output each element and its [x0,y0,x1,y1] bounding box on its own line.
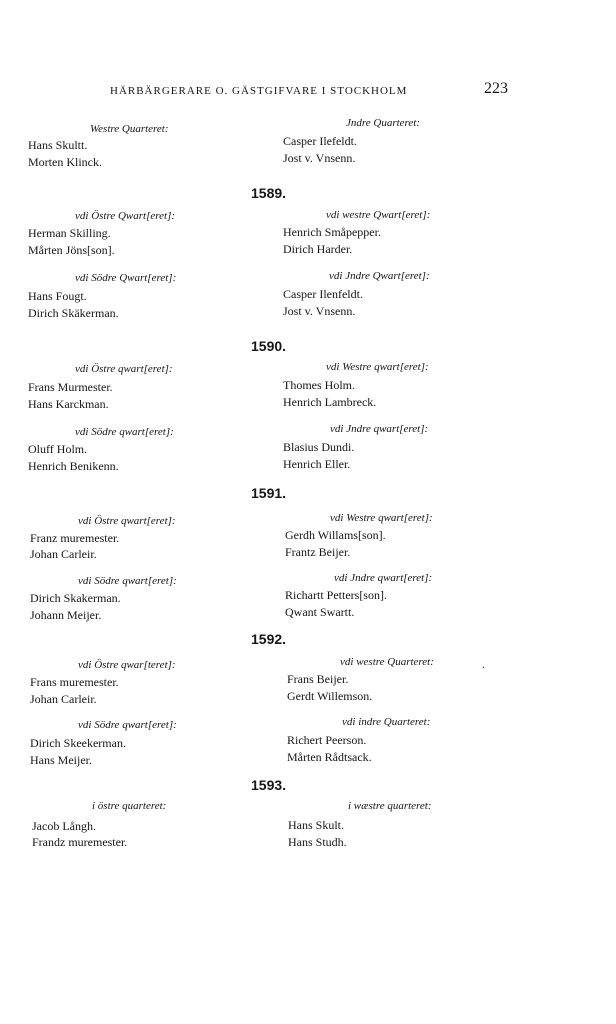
person-name: Henrich Småpepper. [283,225,381,239]
person-name: Gerdh Willams[son]. [285,528,386,542]
person-name: Mårten Rådtsack. [287,750,372,764]
section-heading: vdi Westre qwart[eret]: [330,512,433,524]
person-name: Henrich Eller. [283,457,351,471]
person-name: Casper Ilenfeldt. [283,287,363,301]
year-heading: 1590. [251,338,287,354]
person-name: Dirich Skeekerman. [30,736,126,750]
person-name: Hans Karckman. [28,397,109,411]
section-heading: vdi Östre qwart[eret]: [75,363,173,375]
person-name: Jacob Långh. [32,819,96,833]
person-name: Mårten Jöns[son]. [28,243,115,257]
page-number: 223 [484,80,508,97]
person-name: Frandz muremester. [32,835,128,849]
person-name: Frans muremester. [30,675,119,689]
section-heading: i östre quarteret: [92,800,167,812]
section-heading: vdi Östre Qwart[eret]: [75,210,176,222]
person-name: Hans Meijer. [30,753,92,767]
person-name: Richert Peerson. [287,733,367,747]
person-name: Richartt Petters[son]. [285,588,387,602]
person-name: Henrich Lambreck. [283,395,377,409]
person-name: Frantz Beijer. [285,545,351,559]
person-name: Johann Meijer. [30,608,102,622]
year-heading: 1589. [251,185,287,201]
section-heading: vdi Södre qwart[eret]: [78,719,177,731]
section-heading: vdi Södre Qwart[eret]: [75,272,177,284]
person-name: Henrich Benikenn. [28,459,119,473]
section-heading: vdi Jndre qwart[eret]: [330,423,429,435]
person-name: Casper Ilefeldt. [283,134,357,148]
person-name: Oluff Holm. [28,442,88,456]
person-name: Franz muremester. [30,531,120,545]
person-name: Jost v. Vnsenn. [283,151,356,165]
year-heading: 1593. [251,777,287,793]
running-header: HÄRBÄRGERARE O. GÄSTGIFVARE I STOCKHOLM [110,85,408,97]
person-name: Blasius Dundi. [283,440,355,454]
person-name: Johan Carleir. [30,547,97,561]
section-heading: vdi westre Quarteret: [340,656,434,668]
year-heading: 1591. [251,485,287,501]
section-heading: i wæstre quarteret: [348,800,432,812]
person-name: Hans Skult. [288,818,345,832]
section-heading: vdi indre Quarteret: [342,716,431,728]
person-name: Gerdt Willemson. [287,689,373,703]
section-heading: vdi Westre qwart[eret]: [326,361,429,373]
person-name: Jost v. Vnsenn. [283,304,356,318]
person-name: Hans Fougt. [28,289,87,303]
person-name: Dirich Skäkerman. [28,306,119,320]
section-heading: Jndre Quarteret: [346,117,421,129]
section-heading: vdi Östre qwart[eret]: [78,515,176,527]
person-name: Morten Klinck. [28,155,102,169]
person-name: Hans Skultt. [28,138,88,152]
section-heading: vdi Södre qwart[eret]: [78,575,177,587]
section-heading: vdi Jndre Qwart[eret]: [329,270,430,282]
year-heading: 1592. [251,631,287,647]
section-heading: vdi Jndre qwart[eret]: [334,572,433,584]
stray-dot: . [482,657,485,671]
person-name: Frans Beijer. [287,672,349,686]
section-heading: vdi Östre qwar[teret]: [78,659,176,671]
person-name: Frans Murmester. [28,380,113,394]
person-name: Qwant Swartt. [285,605,355,619]
person-name: Dirich Harder. [283,242,353,256]
person-name: Herman Skilling. [28,226,111,240]
person-name: Johan Carleir. [30,692,97,706]
section-heading: vdi Södre qwart[eret]: [75,426,174,438]
person-name: Hans Studh. [288,835,347,849]
person-name: Thomes Holm. [283,378,355,392]
section-heading: vdi westre Qwart[eret]: [326,209,431,221]
person-name: Dirich Skakerman. [30,591,121,605]
section-heading: Westre Quarteret: [90,123,169,135]
